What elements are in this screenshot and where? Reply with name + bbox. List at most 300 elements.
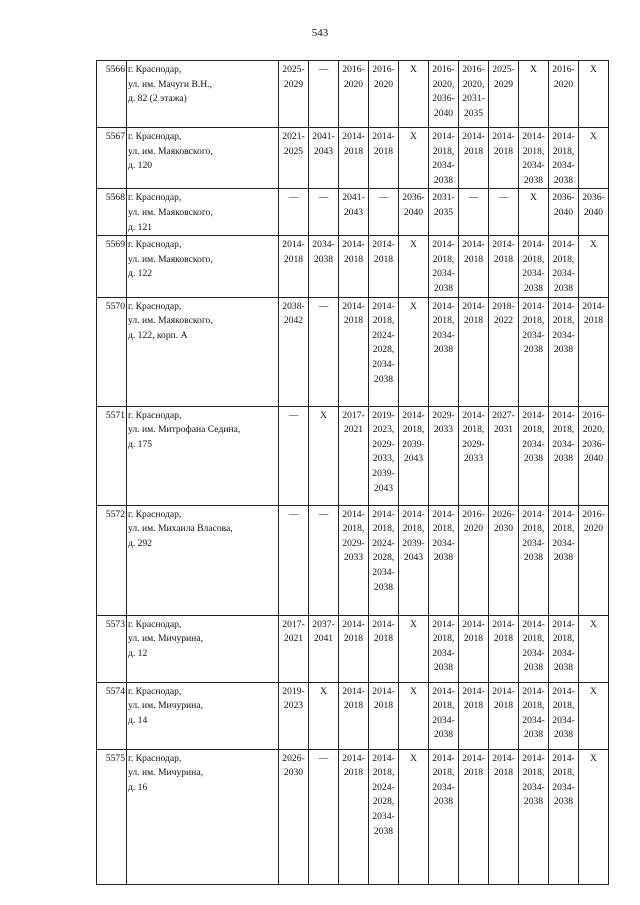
schedule-value: 2018, [432,700,455,712]
schedule-cell [459,61,489,128]
schedule-value: 2014- [552,618,575,630]
schedule-cell [279,749,309,884]
address-cell [127,236,279,297]
schedule-value: 2038 [523,174,544,186]
schedule-value: 2034- [552,329,575,341]
schedule-value: 2037- [312,618,335,630]
schedule-cell [549,505,579,615]
schedule-value: 2014- [522,409,545,421]
schedule-value: 2038 [523,796,544,808]
schedule-cell [519,682,549,749]
schedule-value: — [288,409,299,421]
schedule-cell [339,128,369,189]
schedule-value: 2016- [462,64,485,75]
schedule-value: 2014- [432,239,455,251]
schedule-cell [399,615,429,682]
schedule-value: 2039- [372,467,395,479]
schedule-value: 2034- [552,537,575,549]
schedule-value: — [288,192,299,204]
schedule-value: 2020 [553,78,574,90]
schedule-value: 2016- [582,508,605,520]
schedule-value: 2018, [402,523,425,535]
schedule-value: 2040 [583,206,604,218]
schedule-cell [579,749,609,884]
schedule-value: 2030 [283,767,304,779]
schedule-value: 2018, [522,633,545,645]
address-cell [127,505,279,615]
schedule-value: 2014- [342,239,365,251]
address-line: г. Краснодар, [128,131,182,142]
table-row [97,61,609,128]
address-line: д. 82 (2 этажа) [128,93,187,105]
record-number: 5571 [97,406,127,505]
schedule-value: 2020, [432,78,455,90]
schedule-value: 2014- [552,300,575,312]
schedule-cell [399,749,429,884]
schedule-value: 2014- [552,239,575,251]
schedule-cell [339,189,369,236]
schedule-value: 2014- [522,239,545,251]
schedule-cell [369,297,399,406]
schedule-value: 2034- [312,239,335,251]
schedule-value: 2038- [282,300,305,312]
schedule-value: 2018 [343,253,364,265]
schedule-value: 2026- [492,508,515,520]
schedule-cell [549,128,579,189]
schedule-cell [429,505,459,615]
schedule-value: 2034- [432,537,455,549]
schedule-value: 2034- [372,358,395,370]
schedule-value: 2033 [343,552,364,564]
schedule-value: 2034- [432,329,455,341]
address-line: ул. им. Михаила Власова, [128,523,233,535]
schedule-value: 2034- [552,714,575,726]
schedule-cell [399,236,429,297]
schedule-value: 2018, [552,633,575,645]
schedule-value: 2018, [552,145,575,157]
schedule-value: 2018, [372,523,395,535]
schedule-value: 2014- [492,239,515,251]
schedule-value: 2040 [553,206,574,218]
schedule-cell [549,682,579,749]
schedule-cell [339,615,369,682]
schedule-value: 2014- [342,508,365,520]
address-line: д. 122, корп. А [128,329,188,341]
schedule-value: Х [590,752,597,764]
schedule-value: 2014- [462,409,485,421]
schedule-value: 2014- [432,685,455,697]
schedule-value: 2021 [343,424,364,436]
schedule-value: Х [590,64,597,75]
schedule-cell [369,61,399,128]
schedule-value: 2018, [522,145,545,157]
schedule-cell [339,406,369,505]
schedule-value: 2034- [552,781,575,793]
schedule-value: — [318,64,329,75]
address-line: г. Краснодар, [128,300,182,312]
schedule-cell [579,505,609,615]
schedule-value: 2014- [342,752,365,764]
schedule-value: 2016- [462,508,485,520]
schedule-value: 2018 [463,700,484,712]
schedule-value: 2038 [433,729,454,741]
schedule-cell [279,615,309,682]
schedule-value: 2033, [372,453,395,465]
schedule-value: 2014- [522,752,545,764]
schedule-value: 2034- [552,160,575,172]
schedule-value: — [498,192,509,204]
address-cell [127,406,279,505]
schedule-value: Х [410,131,417,142]
schedule-cell [399,682,429,749]
schedule-value: 2039- [402,537,425,549]
schedule-value: 2028, [372,344,395,356]
schedule-value: 2043 [343,206,364,218]
schedule-value: 2014- [552,752,575,764]
address-line: д. 175 [128,438,153,450]
schedule-cell [429,615,459,682]
schedule-value: Х [590,239,597,251]
schedule-value: Х [590,131,597,142]
schedule-cell [279,61,309,128]
schedule-value: 2018 [463,767,484,779]
schedule-cell [459,505,489,615]
schedule-value: 2039- [402,438,425,450]
schedule-value: 2020 [463,523,484,535]
schedule-value: 2018, [522,700,545,712]
schedule-cell [429,128,459,189]
schedule-value: 2043 [373,482,394,494]
schedule-value: 2036- [582,438,605,450]
schedule-value: 2021 [283,633,304,645]
schedule-value: 2024- [372,781,395,793]
schedule-value: 2016- [432,64,455,75]
schedule-value: 2034- [432,781,455,793]
schedule-cell [339,682,369,749]
schedule-value: 2018, [432,145,455,157]
schedule-value: 2018 [493,700,514,712]
schedule-value: 2018 [463,633,484,645]
schedule-cell [429,749,459,884]
schedule-cell [519,61,549,128]
schedule-value: 2018 [343,315,364,327]
schedule-value: 2040 [403,206,424,218]
schedule-value: 2038 [433,552,454,564]
schedule-value: 2035 [463,107,484,119]
schedule-value: 2031- [462,93,485,105]
schedule-cell [279,297,309,406]
schedule-cell [309,406,339,505]
schedule-value: 2018 [343,633,364,645]
schedule-value: 2018, [552,253,575,265]
schedule-cell [489,406,519,505]
schedule-value: 2034- [372,810,395,822]
record-number: 5575 [97,749,127,884]
schedule-value: 2017- [282,618,305,630]
schedule-value: 2038 [433,796,454,808]
address-cell [127,682,279,749]
schedule-cell [369,189,399,236]
schedule-cell [429,297,459,406]
schedule-value: 2034- [522,537,545,549]
schedule-value: 2042 [283,315,304,327]
schedule-value: 2025 [283,145,304,157]
schedule-cell [519,297,549,406]
schedule-value: 2018, [372,767,395,779]
address-line: д. 12 [128,647,148,659]
schedule-value: 2034- [432,647,455,659]
schedule-cell [549,297,579,406]
schedule-value: 2018 [373,253,394,265]
schedule-cell [489,297,519,406]
schedule-value: 2034- [522,438,545,450]
housing-repair-schedule-table [96,60,609,885]
schedule-value: 2036- [552,192,575,204]
table-row [97,406,609,505]
schedule-cell [549,615,579,682]
schedule-value: 2018, [402,424,425,436]
address-line: г. Краснодар, [128,752,182,764]
schedule-value: 2026- [282,752,305,764]
schedule-value: 2038 [553,453,574,465]
schedule-value: 2043 [313,145,334,157]
schedule-cell [549,189,579,236]
schedule-value: 2038 [433,174,454,186]
table-row [97,749,609,884]
schedule-value: 2038 [433,662,454,674]
schedule-value: 2014- [522,131,545,142]
schedule-cell [489,236,519,297]
schedule-value: 2034- [432,268,455,280]
schedule-cell [519,505,549,615]
schedule-value: 2028, [372,796,395,808]
schedule-value: 2041- [342,192,365,204]
schedule-value: 2018, [522,767,545,779]
schedule-value: 2018 [373,700,394,712]
schedule-value: 2014- [522,618,545,630]
schedule-value: 2029- [462,438,485,450]
schedule-value: 2029- [342,537,365,549]
address-cell [127,297,279,406]
schedule-value: Х [320,409,327,421]
schedule-cell [309,615,339,682]
address-line: ул. им. Мичурина, [128,633,203,645]
schedule-value: 2020 [373,78,394,90]
schedule-cell [549,236,579,297]
schedule-value: Х [410,618,417,630]
address-line: ул. им. Маяковского, [128,315,213,327]
schedule-cell [459,128,489,189]
record-number: 5573 [97,615,127,682]
schedule-cell [399,505,429,615]
schedule-value: 2034- [432,160,455,172]
schedule-cell [369,749,399,884]
page-number: 543 [311,27,329,39]
schedule-value: 2036- [402,192,425,204]
schedule-cell [309,682,339,749]
schedule-cell [339,236,369,297]
schedule-value: 2018 [493,633,514,645]
schedule-value: 2034- [522,160,545,172]
schedule-value: 2014- [462,239,485,251]
schedule-value: 2014- [342,300,365,312]
record-number: 5568 [97,189,127,236]
schedule-value: 2014- [372,685,395,697]
schedule-value: 2038 [553,552,574,564]
schedule-cell [369,406,399,505]
schedule-value: 2014- [492,618,515,630]
schedule-value: Х [410,300,417,312]
schedule-value: 2031 [493,424,514,436]
schedule-value: 2014- [432,618,455,630]
schedule-cell [459,189,489,236]
schedule-cell [399,128,429,189]
schedule-cell [459,297,489,406]
schedule-value: 2034- [522,268,545,280]
schedule-value: 2018, [552,315,575,327]
schedule-value: 2033 [433,424,454,436]
schedule-value: 2018, [552,700,575,712]
table-row [97,615,609,682]
schedule-value: — [318,300,329,312]
schedule-cell [279,406,309,505]
schedule-cell [519,615,549,682]
address-cell [127,749,279,884]
schedule-value: 2018 [463,315,484,327]
schedule-value: 2014- [522,685,545,697]
schedule-cell [339,297,369,406]
record-number: 5569 [97,236,127,297]
schedule-value: 2038 [373,581,394,593]
schedule-cell [579,406,609,505]
schedule-value: 2043 [403,552,424,564]
schedule-cell [549,749,579,884]
schedule-value: 2038 [553,282,574,294]
schedule-value: 2030 [493,523,514,535]
schedule-value: 2025- [492,64,515,75]
schedule-cell [339,61,369,128]
address-line: г. Краснодар, [128,409,182,421]
address-line: г. Краснодар, [128,192,182,204]
schedule-cell [279,682,309,749]
address-line: г. Краснодар, [128,685,182,697]
address-line: ул. им. Маяковского, [128,206,213,218]
schedule-value: 2038 [523,729,544,741]
schedule-value: 2014- [342,685,365,697]
address-line: д. 122 [128,268,153,280]
schedule-value: 2036- [432,93,455,105]
schedule-cell [369,682,399,749]
schedule-value: 2014- [432,752,455,764]
schedule-value: Х [530,64,537,75]
schedule-value: 2035 [433,206,454,218]
schedule-value: 2018, [432,767,455,779]
schedule-value: 2018, [522,523,545,535]
schedule-cell [459,236,489,297]
schedule-cell [579,236,609,297]
schedule-cell [459,682,489,749]
schedule-cell [429,189,459,236]
schedule-value: 2021- [282,131,305,142]
schedule-value: 2029 [493,78,514,90]
record-number: 5567 [97,128,127,189]
schedule-cell [489,615,519,682]
schedule-value: 2014- [432,131,455,142]
schedule-cell [279,236,309,297]
schedule-value: 2014- [372,239,395,251]
schedule-cell [459,406,489,505]
record-number: 5570 [97,297,127,406]
schedule-value: — [318,752,329,764]
schedule-cell [279,505,309,615]
address-line: д. 16 [128,781,148,793]
schedule-value: 2027- [492,409,515,421]
schedule-cell [549,61,579,128]
schedule-value: 2018 [283,253,304,265]
schedule-cell [369,236,399,297]
schedule-value: 2038 [523,344,544,356]
schedule-cell [579,615,609,682]
schedule-value: 2040 [433,107,454,119]
schedule-cell [579,189,609,236]
schedule-value: 2034- [372,566,395,578]
address-cell [127,128,279,189]
schedule-value: 2024- [372,329,395,341]
address-line: ул. им. Маяковского, [128,145,213,157]
schedule-value: 2038 [523,282,544,294]
schedule-value: 2033 [463,453,484,465]
schedule-value: 2020 [343,78,364,90]
schedule-value: 2018, [462,424,485,436]
schedule-value: 2034- [552,438,575,450]
schedule-value: Х [410,685,417,697]
schedule-cell [369,505,399,615]
schedule-value: 2014- [282,239,305,251]
table-row [97,236,609,297]
schedule-cell [489,61,519,128]
schedule-value: 2020, [582,424,605,436]
schedule-cell [309,61,339,128]
schedule-cell [309,749,339,884]
schedule-cell [579,297,609,406]
schedule-value: 2029- [372,438,395,450]
schedule-value: 2020, [462,78,485,90]
address-line: г. Краснодар, [128,618,182,630]
schedule-cell [279,189,309,236]
address-line: ул. им. Мичурина, [128,767,203,779]
schedule-value: — [318,192,329,204]
schedule-value: 2036- [582,192,605,204]
schedule-value: 2038 [523,662,544,674]
table-row [97,682,609,749]
schedule-value: 2018, [552,523,575,535]
address-cell [127,189,279,236]
schedule-cell [489,749,519,884]
schedule-value: 2034- [522,714,545,726]
schedule-cell [429,61,459,128]
schedule-value: 2014- [372,508,395,520]
schedule-cell [369,128,399,189]
schedule-value: 2040 [583,453,604,465]
schedule-cell [399,406,429,505]
schedule-value: Х [410,64,417,75]
schedule-value: — [378,192,389,204]
schedule-value: 2023 [283,700,304,712]
schedule-value: 2014- [492,131,515,142]
schedule-value: 2018 [373,633,394,645]
schedule-cell [369,615,399,682]
schedule-cell [399,61,429,128]
